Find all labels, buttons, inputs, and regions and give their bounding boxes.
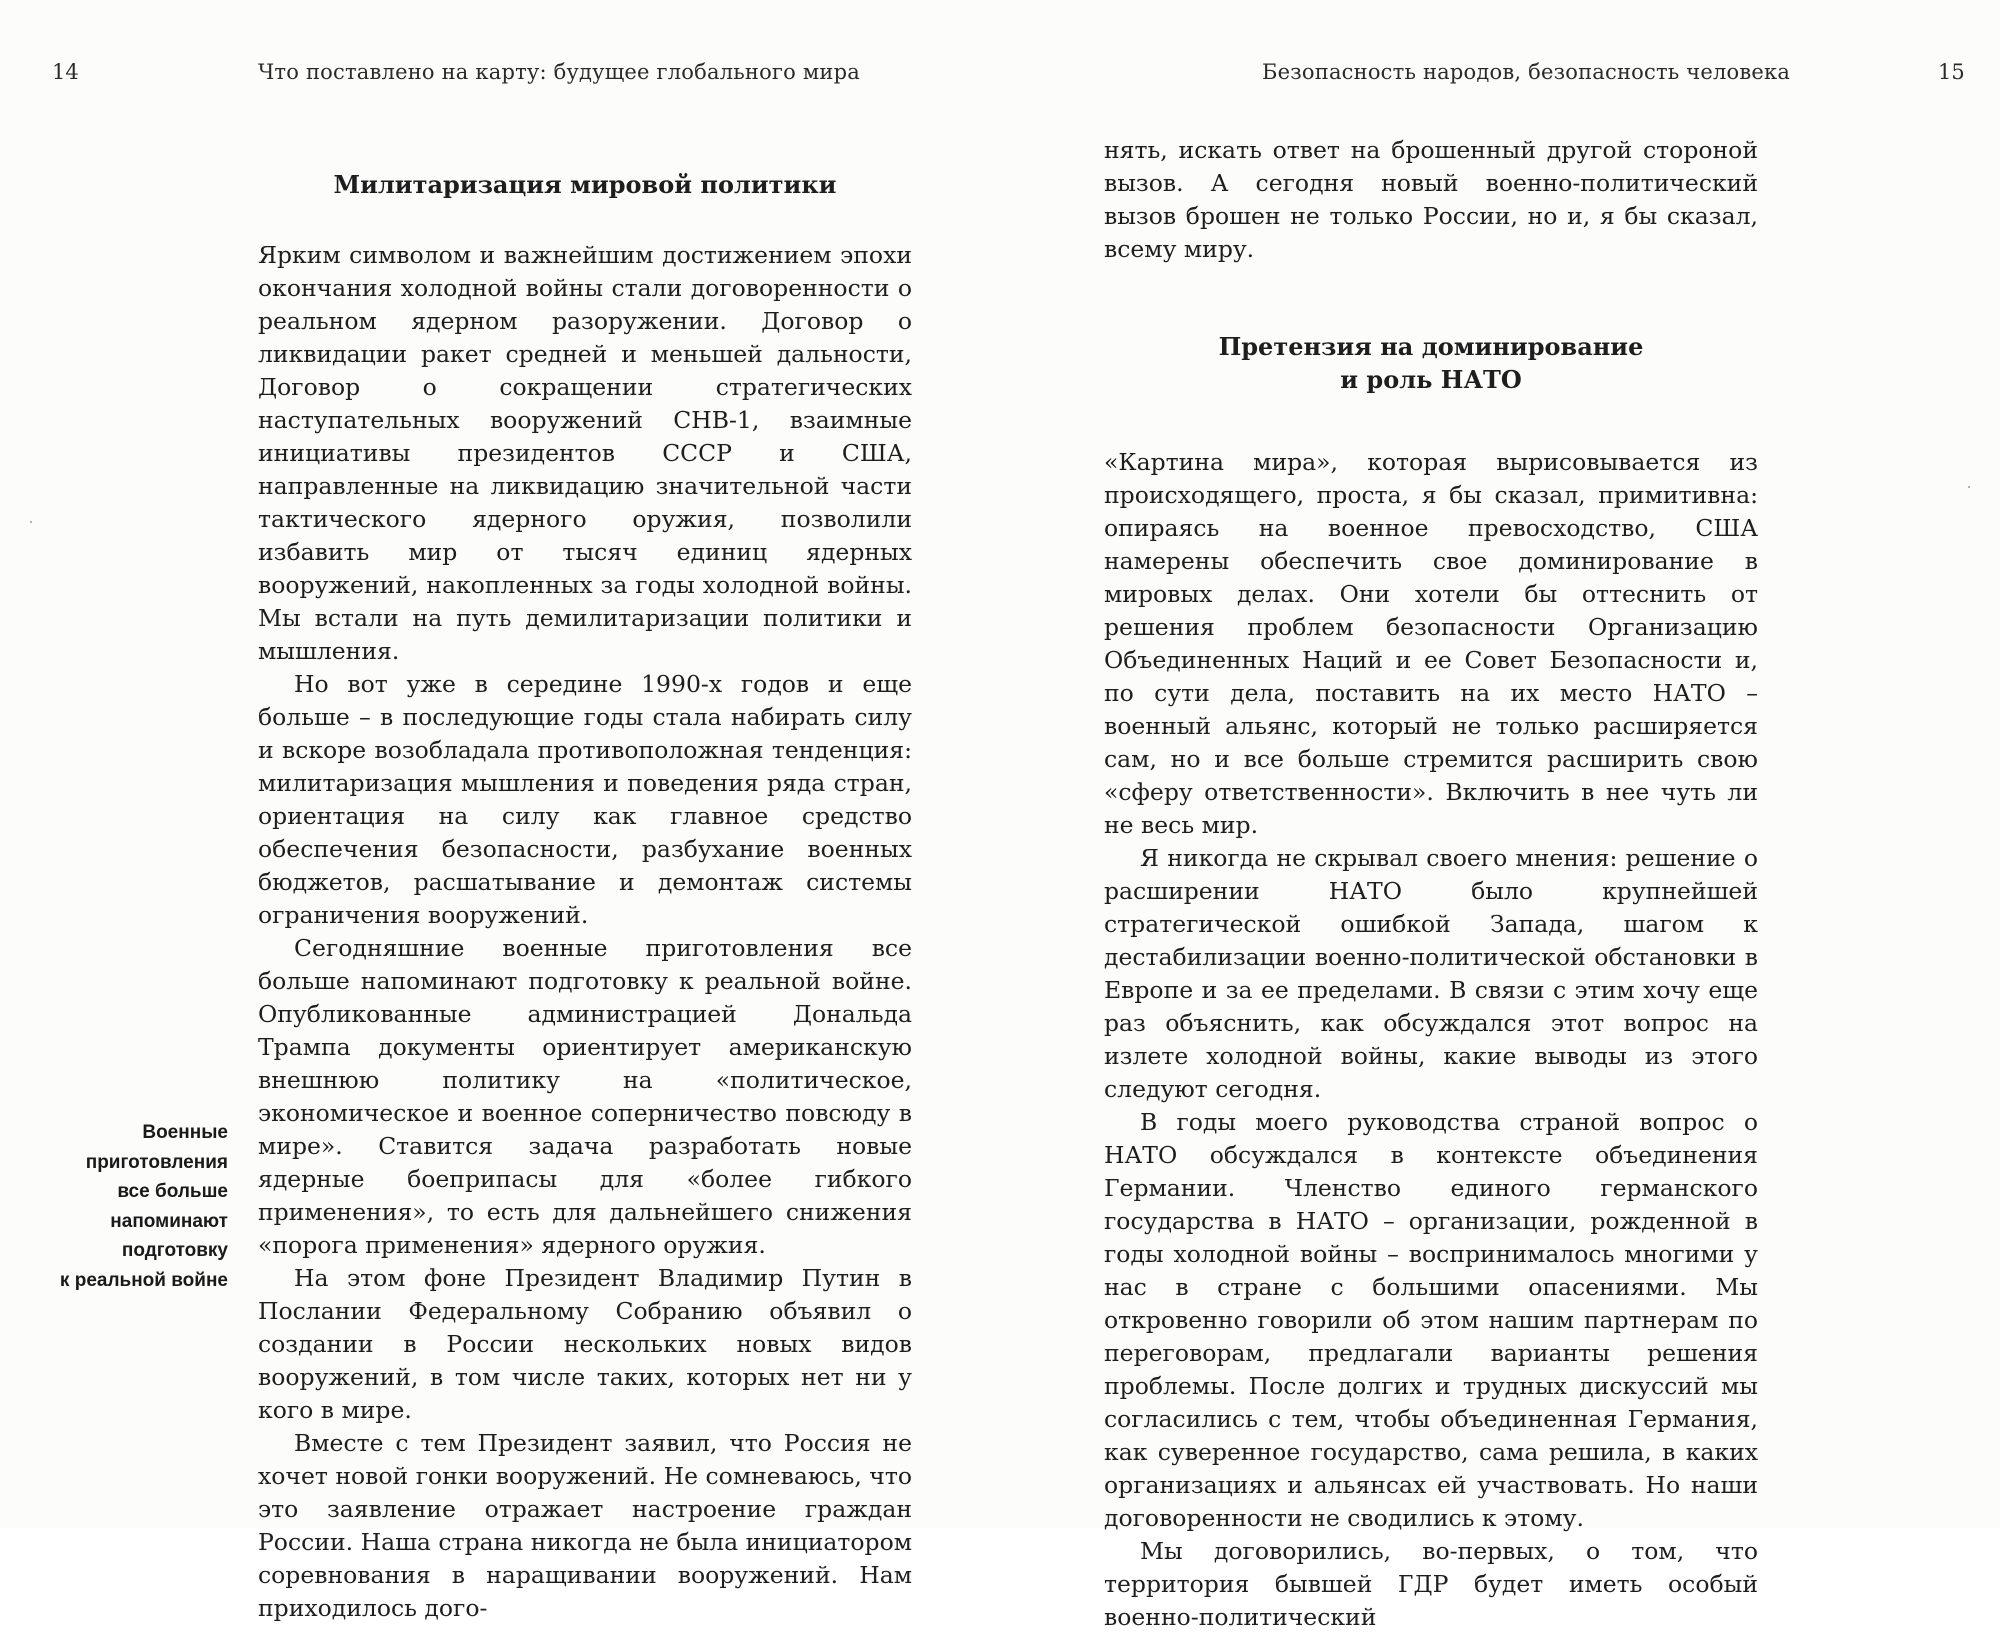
pull-quote-line: напоминают [110, 1210, 228, 1232]
paragraph: Сегодняшние военные приготовления все больше напоминают подготовку к реальной войне. Опубликованные администрацией Дональда Трампа документы ориентирует американскую внешнюю политику на «политическое, экономическое и военное соперничество повсюду в мире». Ставится задача разработать новые ядерные боеприпасы для «более гибкого применения», то есть для дальнейшего снижения «порога применения» ядерного оружия. [258, 934, 912, 1259]
pull-quote-line: к реальной войне [59, 1269, 228, 1291]
pull-quote-line: подготовку [121, 1240, 228, 1261]
paper-speck [30, 521, 32, 523]
pull-quote-line: Военные [142, 1122, 228, 1143]
paragraph: Но вот уже в середине 1990-х годов и еще больше – в последующие годы стала набирать силу и вскоре возобладала противоположная тенденция: милитаризация мышления и поведения ряда стран, ориентация на силу как главное средство обеспечения безопасности, разбухание военных бюджетов, расшатывание и демонтаж системы ограничения вооружений. [258, 670, 912, 929]
left-column [258, 168, 912, 1625]
paragraph: На этом фоне Президент Владимир Путин в Послании Федеральному Собранию объявил о создании в России нескольких новых видов вооружений, в том числе таких, которых нет ни у кого в мире. [258, 1264, 912, 1424]
left-page [0, 0, 1000, 1622]
right-page-number: 15 [1938, 60, 1965, 84]
paper-speck [1968, 486, 1970, 488]
left-running-head: Что поставлено на карту: будущее глобального мира [258, 60, 860, 84]
paragraph-continuation: нять, искать ответ на брошенный другой стороной вызов. А сегодня новый военно-политический вызов брошен не только России, но и, я бы сказал, всему миру. [1104, 136, 1758, 263]
section-title-nato-line2: и роль НАТО [1340, 365, 1522, 394]
right-page [1000, 0, 2000, 1631]
paragraph: «Картина мира», которая вырисовывается из происходящего, проста, я бы сказал, примитивна: опираясь на военное превосходство, США намерены обеспечить свое доминирование в мировых делах. Они хотели бы оттеснить от решения проблем безопасности Организацию Объединенных Наций и ее Совет Безопасности и, по сути дела, поставить на их место НАТО – военный альянс, который не только расширяется сам, но и все больше стремится расширить свою «сферу ответственности». Включить в нее чуть ли не весь мир. [1104, 448, 1758, 839]
right-column [1104, 134, 1758, 1634]
section-title-nato-line1: Претензия на доминирование [1218, 332, 1644, 361]
section-title-militarization: Милитаризация мировой политики [333, 170, 837, 199]
pull-quote-line: приготовления [85, 1151, 228, 1173]
pull-quote-line: все больше [117, 1181, 228, 1202]
margin-pull-quote [40, 1118, 228, 1295]
paragraph: Вместе с тем Президент заявил, что Россия не хочет новой гонки вооружений. Не сомневаюсь, что это заявление отражает настроение граждан России. Наша страна никогда не была инициатором соревнования в наращивании вооружений. Нам приходилось дого- [258, 1429, 912, 1622]
right-running-head: Безопасность народов, безопасность человека [1262, 60, 1791, 84]
paragraph: Ярким символом и важнейшим достижением эпохи окончания холодной войны стали договоренности о реальном ядерном разоружении. Договор о ликвидации ракет средней и меньшей дальности, Договор о сокращении стратегических наступательных вооружений СНВ-1, взаимные инициативы президентов СССР и США, направленные на ликвидацию значительной части тактического ядерного оружия, позволили избавить мир от тысяч единиц ядерных вооружений, накопленных за годы холодной войны. Мы встали на путь демилитаризации политики и мышления. [258, 241, 912, 665]
paragraph: Мы договорились, во-первых, о том, что территория бывшей ГДР будет иметь особый военно-политический [1104, 1537, 1758, 1631]
paragraph: Я никогда не скрывал своего мнения: решение о расширении НАТО было крупнейшей стратегической ошибкой Запада, шагом к дестабилизации военно-политической обстановки в Европе и за ее пределами. В связи с этим хочу еще раз объяснить, как обсуждался этот вопрос на излете холодной войны, какие выводы из этого следуют сегодня. [1104, 844, 1758, 1103]
paragraph: В годы моего руководства страной вопрос о НАТО обсуждался в контексте объединения Германии. Членство единого германского государства в НАТО – организации, рожденной в годы холодной войны – воспринималось многими у нас в стране с большими опасениями. Мы откровенно говорили об этом нашим партнерам по переговорам, предлагали варианты решения проблемы. После долгих и трудных дискуссий мы согласились с тем, чтобы объединенная Германия, как суверенное государство, сама решила, в каких организациях и альянсах ей участвовать. Но наши договоренности не сводились к этому. [1104, 1108, 1758, 1532]
left-page-number: 14 [52, 60, 79, 84]
